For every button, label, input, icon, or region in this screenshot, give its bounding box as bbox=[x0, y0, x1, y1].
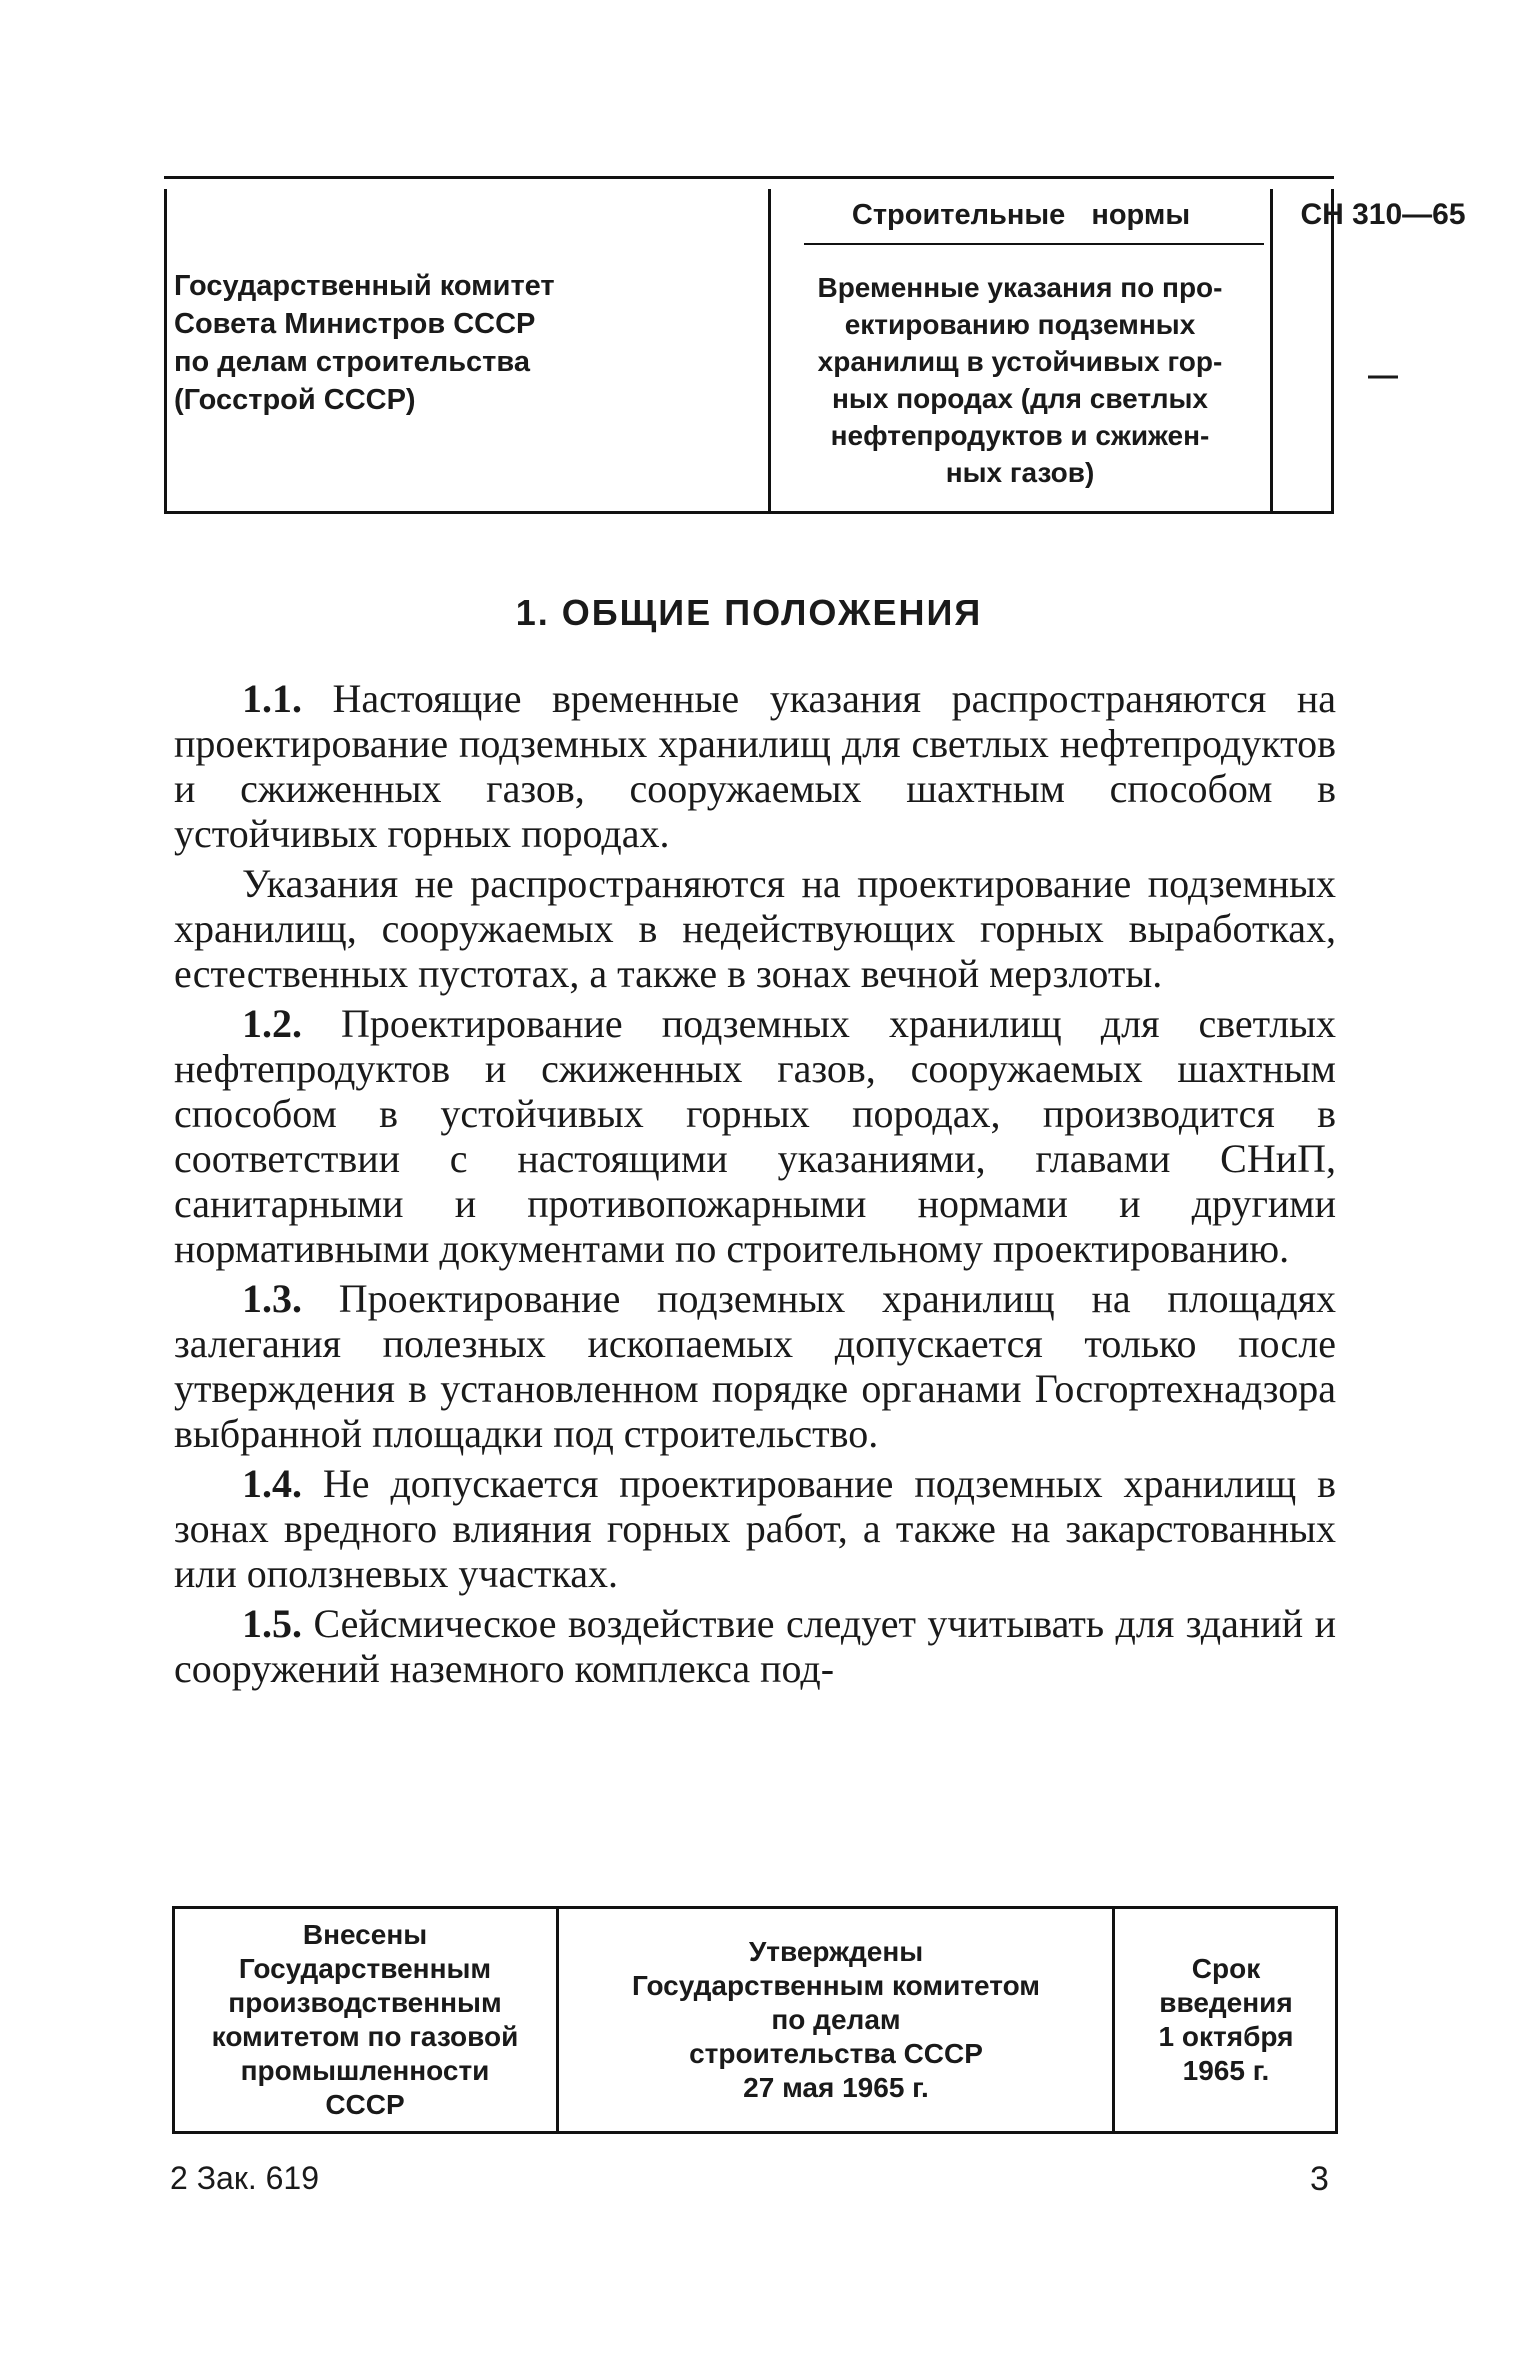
introduced-line: СССР bbox=[325, 2089, 405, 2120]
document-code: СН 310—65 bbox=[1300, 198, 1466, 231]
title-line: ных породах (для светлых bbox=[832, 383, 1208, 414]
introduced-line: производственным bbox=[228, 1987, 502, 2018]
introduced-line: промышленности bbox=[240, 2055, 490, 2086]
paragraph-text: Сейсмическое воздействие следует учитывать для зданий и сооружений наземного комплекса под- bbox=[174, 1601, 1336, 1691]
document-type: Строительные нормы bbox=[851, 199, 1191, 231]
title-line: нефтепродуктов и сжижен- bbox=[830, 420, 1210, 451]
approved-line: Утверждены bbox=[748, 1936, 924, 1967]
approved-line: Государственным комитетом bbox=[631, 1970, 1041, 2001]
effective-line: введения bbox=[1159, 1987, 1293, 2018]
paragraph bbox=[174, 1601, 1336, 1691]
paragraph bbox=[174, 861, 1336, 996]
effective-line: 1 октября bbox=[1158, 2021, 1294, 2052]
paragraph-number: 1.5. bbox=[242, 1601, 302, 1646]
page-number: 3 bbox=[1310, 2160, 1329, 2198]
authority-line: Совета Министров СССР bbox=[174, 308, 536, 340]
paragraph-text: Указания не распространяются на проектирование подземных хранилищ, сооружаемых в недействующих горных выработках, естественных пустотах, а также в зонах вечной мерзлоты. bbox=[174, 861, 1336, 996]
footer-border-right bbox=[1335, 1909, 1338, 2131]
paragraph-text: Не допускается проектирование подземных хранилищ в зонах вредного влияния горных работ, а также на закарстованных или оползневых участках. bbox=[174, 1461, 1336, 1596]
print-order: 2 Зак. 619 bbox=[170, 2160, 319, 2196]
effective-line: 1965 г. bbox=[1182, 2055, 1270, 2086]
effective-line: Срок bbox=[1191, 1953, 1261, 1984]
authority-line: по делам строительства bbox=[174, 346, 530, 378]
issuing-authority bbox=[174, 267, 772, 419]
approved-by bbox=[562, 1909, 1110, 2131]
document-title bbox=[776, 269, 1264, 491]
footer-divider-2 bbox=[1112, 1909, 1115, 2131]
title-line: Временные указания по про- bbox=[817, 272, 1223, 303]
header-divider-2 bbox=[1270, 189, 1273, 511]
header-table bbox=[164, 176, 1466, 514]
paragraph-number: 1.1. bbox=[242, 676, 302, 721]
paragraph bbox=[174, 676, 1336, 856]
approved-line: строительства СССР bbox=[689, 2038, 983, 2069]
approved-line: 27 мая 1965 г. bbox=[743, 2072, 929, 2103]
paragraph bbox=[174, 1276, 1336, 1456]
paragraph bbox=[174, 1001, 1336, 1271]
document-type-rule bbox=[804, 243, 1264, 245]
paragraph-text: Проектирование подземных хранилищ для светлых нефтепродуктов и сжиженных газов, сооружаемых шахтным способом в устойчивых горных породах, производится в соответствии с настоящими указаниями, главами СНиП, санитарными и противопожарными нормами и другими нормативными документами по строительному проектированию. bbox=[174, 1001, 1336, 1271]
title-line: хранилищ в устойчивых гор- bbox=[817, 346, 1223, 377]
replaces-value: — bbox=[1368, 359, 1398, 392]
introduced-line: Внесены bbox=[302, 1919, 428, 1950]
introduced-line: Государственным bbox=[238, 1953, 492, 1984]
effective-date bbox=[1118, 1909, 1334, 2131]
approved-line: по делам bbox=[771, 2004, 901, 2035]
authority-line: (Госстрой СССР) bbox=[174, 384, 416, 416]
paragraph-text: Проектирование подземных хранилищ на площадях залегания полезных ископаемых допускается только после утверждения в установленном порядке органами Госгортехнадзора выбранной площадки под строительство. bbox=[174, 1276, 1336, 1456]
authority-line: Государственный комитет bbox=[174, 270, 555, 302]
introduced-line: комитетом по газовой bbox=[211, 2021, 519, 2052]
paragraph-text: Настоящие временные указания распространяются на проектирование подземных хранилищ для светлых нефтепродуктов и сжиженных газов, сооружаемых шахтным способом в устойчивых горных породах. bbox=[174, 676, 1336, 856]
title-line: ектированию подземных bbox=[844, 309, 1196, 340]
section-body bbox=[174, 676, 1336, 1691]
section-title: 1. ОБЩИЕ ПОЛОЖЕНИЯ bbox=[515, 592, 983, 633]
paragraph-number: 1.3. bbox=[242, 1276, 302, 1321]
introduced-by bbox=[176, 1909, 554, 2131]
footer-border-left bbox=[172, 1909, 175, 2131]
title-line: ных газов) bbox=[945, 457, 1095, 488]
footer-divider-1 bbox=[556, 1909, 559, 2131]
header-border-left bbox=[164, 189, 167, 511]
paragraph-number: 1.4. bbox=[242, 1461, 302, 1506]
paragraph-number: 1.2. bbox=[242, 1001, 302, 1046]
approval-table bbox=[172, 1906, 1338, 2134]
paragraph bbox=[174, 1461, 1336, 1596]
